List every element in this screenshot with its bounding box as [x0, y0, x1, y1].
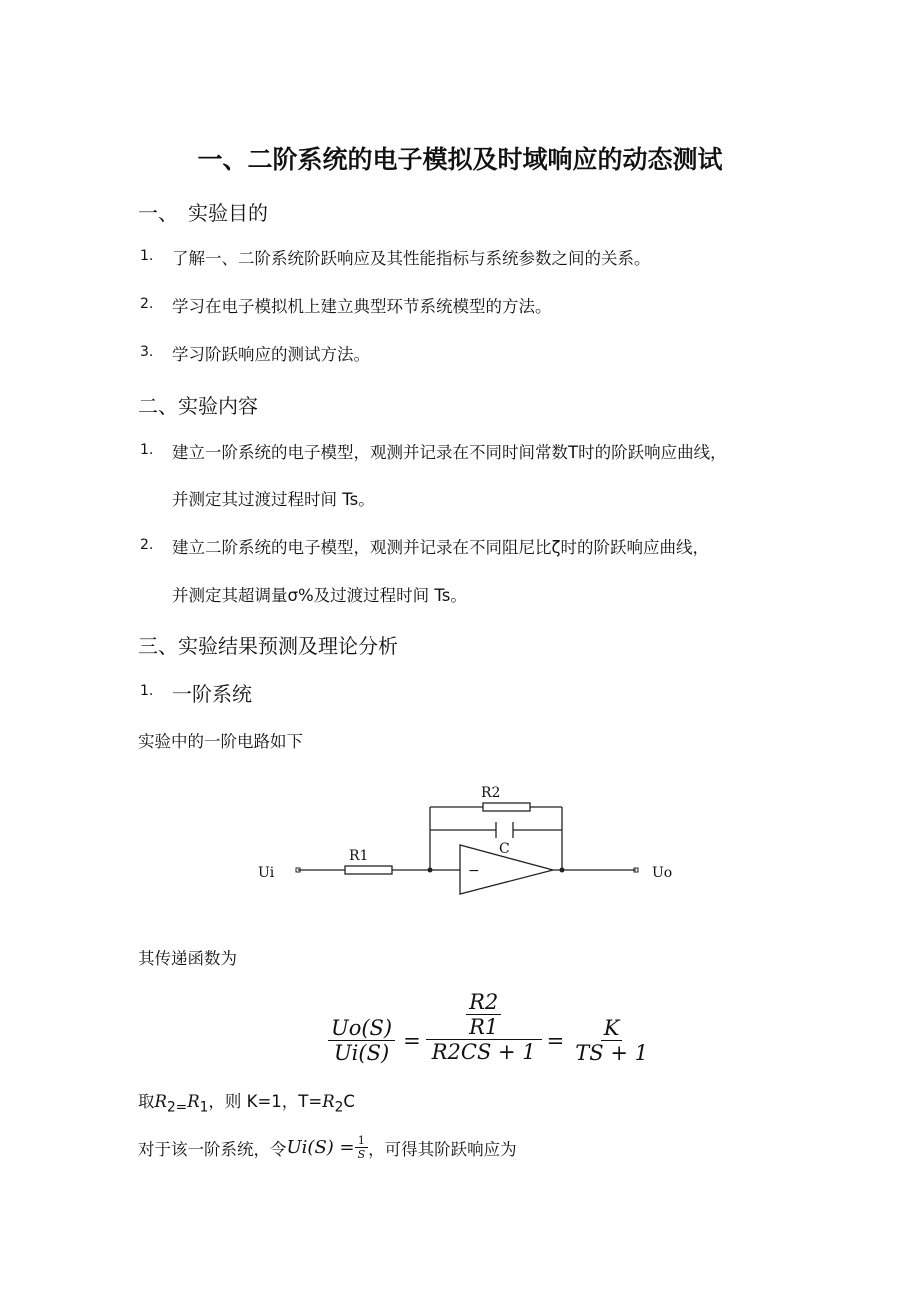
equals-sign: = — [403, 1028, 421, 1053]
math-sub: 2 — [334, 1099, 344, 1116]
subheading-first-order: 一阶系统 — [172, 682, 252, 706]
formula-r2: R2 — [466, 990, 501, 1015]
text: 取 — [138, 1092, 155, 1111]
label-r1: R1 — [349, 848, 369, 864]
math: R — [154, 1092, 167, 1111]
resistor-r2 — [483, 803, 530, 811]
label-ui: Ui — [258, 865, 275, 881]
list-item: 学习阶跃响应的测试方法。 — [172, 345, 370, 364]
section-heading-content: 二、实验内容 — [138, 394, 258, 418]
step-input-line — [138, 1134, 517, 1161]
text: ，可得其阶跃响应为 — [368, 1139, 517, 1159]
formula-rhs-denominator: TS + 1 — [575, 1041, 648, 1065]
math-sub: 2= — [166, 1099, 188, 1116]
list-number: 3. — [140, 344, 154, 360]
list-item: 学习在电子模拟机上建立典型环节系统模型的方法。 — [172, 297, 552, 316]
label-minus: − — [468, 863, 480, 879]
resistor-r1 — [345, 866, 392, 874]
equals-sign: = — [546, 1028, 565, 1053]
label-c: C — [499, 841, 510, 857]
list-item: 建立一阶系统的电子模型，观测并记录在不同时间常数T时的阶跃响应曲线， — [172, 443, 727, 462]
math: 1 — [355, 1134, 368, 1148]
math-sub: 1 — [199, 1099, 209, 1116]
list-number: 2. — [140, 537, 154, 553]
label-r2: R2 — [481, 785, 501, 801]
transfer-function-formula — [328, 988, 651, 1065]
section-heading-analysis: 三、实验结果预测及理论分析 — [138, 634, 398, 658]
list-number: 1. — [140, 442, 154, 458]
document-title: 一、二阶系统的电子模拟及时域响应的动态测试 — [197, 145, 723, 174]
formula-mid-denominator: R2CS + 1 — [431, 1039, 536, 1064]
list-item-continuation: 并测定其过渡过程时间 Ts。 — [172, 490, 375, 509]
math: R — [322, 1092, 335, 1111]
list-item-continuation: 并测定其超调量σ%及过渡过程时间 Ts。 — [172, 586, 467, 605]
formula-rhs-numerator: K — [601, 1016, 623, 1041]
math: R — [187, 1092, 200, 1111]
parameter-line — [138, 1088, 355, 1115]
list-item: 了解一、二阶系统阶跃响应及其性能指标与系统参数之间的关系。 — [172, 249, 651, 268]
formula-lhs-denominator: Ui(S) — [333, 1041, 390, 1065]
list-item: 建立二阶系统的电子模型，观测并记录在不同阻尼比ζ时的阶跃响应曲线， — [172, 538, 709, 557]
list-number: 2. — [140, 296, 154, 312]
list-number: 1. — [140, 683, 154, 699]
text: 对于该一阶系统，令 — [138, 1139, 287, 1159]
circuit-intro: 实验中的一阶电路如下 — [138, 732, 303, 751]
list-number: 1. — [140, 248, 154, 264]
transfer-intro: 其传递函数为 — [138, 949, 237, 968]
math: Ui(S) = — [286, 1137, 355, 1158]
text: C — [343, 1092, 355, 1111]
formula-lhs-numerator: Uo(S) — [328, 1016, 395, 1041]
text: ，则 K=1，T= — [208, 1092, 323, 1111]
math: S — [357, 1148, 366, 1161]
section-heading-purpose: 一、 实验目的 — [138, 201, 268, 225]
label-uo: Uo — [652, 865, 673, 881]
formula-r1: R1 — [469, 1014, 499, 1039]
